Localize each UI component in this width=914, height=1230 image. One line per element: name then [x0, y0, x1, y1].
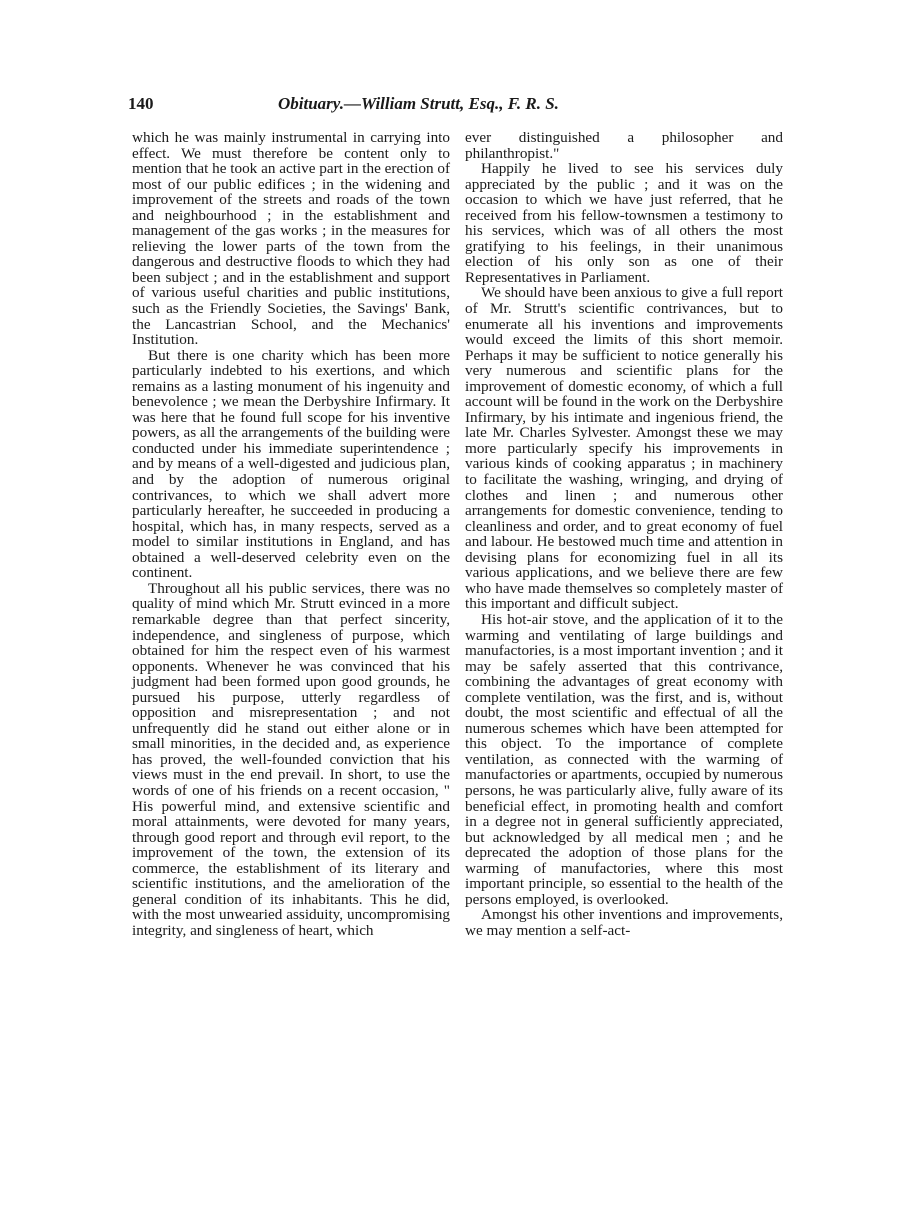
paragraph: But there is one charity which has been more particularly indebted to his exertions, and which remains as a lasting monument of his ingenuity and benevolence ; we mean the Derbyshire Infirmary. It was here that he found full scope for his inventive powers, as all the arrangements of the building were conducted under his immediate superintendence ; and by means of a well-digested and judicious plan, and by the adoption of numerous original contrivances, to which we shall advert more particularly hereafter, he succeeded in producing a hospital, which has, in many respects, served as a model to similar institutions in England, and has obtained a well-deserved celebrity even on the continent.	[132, 346, 450, 582]
paragraph: which he was mainly instrumental in carrying into effect. We must therefore be content only to mention that he took an active part in the erection of most of our public edifices ; in the widening and improvement of the streets and roads of the town and neighbourhood ; in the establishment and management of the gas works ; in the measures for relieving the lower parts of the town from the dangerous and destructive floods to which they had been subject ; and in the establishment and support of various useful charities and public institutions, such as the Friendly Societies, the Savings' Bank, the Lancastrian School, and the Mechanics' Institution.	[132, 129, 450, 349]
paragraph: We should have been anxious to give a full report of Mr. Strutt's scientific contrivances, but to enumerate all his inventions and improvements would exceed the limits of this short memoir. Perhaps it may be sufficient to notice generally his very numerous and scientific plans for the improvement of domestic economy, of which a full account will be found in the work on the Derbyshire Infirmary, by his intimate and ingenious friend, the late Mr. Charles Sylvester. Amongst these we may more particularly specify his improvements in various kinds of cooking apparatus ; in machinery to facilitate the washing, wringing, and drying of clothes and linen ; and numerous other arrangements for domestic convenience, tending to cleanliness and order, and to great economy of fuel and labour. He bestowed much time and attention in devising plans for economizing fuel in all its various applications, and we believe there are few who have made themselves so completely master of this important and difficult subject.	[465, 284, 783, 613]
right-column	[465, 130, 783, 938]
paragraph: Throughout all his public services, there was no quality of mind which Mr. Strutt evinced in a more remarkable degree than that perfect sincerity, independence, and singleness of purpose, which obtained for him the respect even of his warmest opponents. Whenever he was convinced that his judgment had been formed upon good grounds, he pursued his purpose, utterly regardless of opposition and misrepresentation ; and not unfrequently did he stand out either alone or in small minorities, in the decided and, as experience has proved, the well-founded conviction that his views must in the end prevail. In short, to use the words of one of his friends on a recent occasion, " His powerful mind, and extensive scientific and moral attainments, were devoted for many years, through good report and through evil report, to the improvement of the town, the extension of its commerce, the establishment of its literary and scientific institutions, and the amelioration of the general condition of its inhabitants. This he did, with the most unwearied assiduity, uncompromising integrity, and singleness of heart, which	[132, 579, 450, 939]
paragraph: Amongst his other inventions and improvements, we may mention a self-act-	[465, 906, 783, 939]
paragraph: ever distinguished a philosopher and philanthropist."	[465, 129, 783, 162]
paragraph: His hot-air stove, and the application of it to the warming and ventilating of large buildings and manufactories, is a most important invention ; and it may be safely asserted that this contrivance, combining the advantages of great economy with complete ventilation, was the first, and is, without doubt, the most scientific and effectual of all the numerous schemes which have been attempted for this object. To the importance of complete ventilation, as connected with the warming of manufactories or apartments, occupied by numerous persons, he was particularly alive, fully aware of its beneficial effect, in promoting health and comfort in a degree not in general sufficiently appreciated, but acknowledged by all medical men ; and he deprecated the adoption of those plans for the warming of manufactories, where this most important principle, so essential to the health of the persons employed, is overlooked.	[465, 610, 783, 908]
running-title: Obituary.—William Strutt, Esq., F. R. S.	[278, 94, 559, 113]
page-header	[128, 94, 784, 124]
left-column	[132, 130, 450, 938]
page-number: 140	[128, 94, 154, 113]
paragraph: Happily he lived to see his services duly appreciated by the public ; and it was on the occasion to which we have just referred, that he received from his fellow-townsmen a testimony to his services, which was of all others the most gratifying to his feelings, in their unanimous election of his only son as one of their Representatives in Parliament.	[465, 160, 783, 286]
